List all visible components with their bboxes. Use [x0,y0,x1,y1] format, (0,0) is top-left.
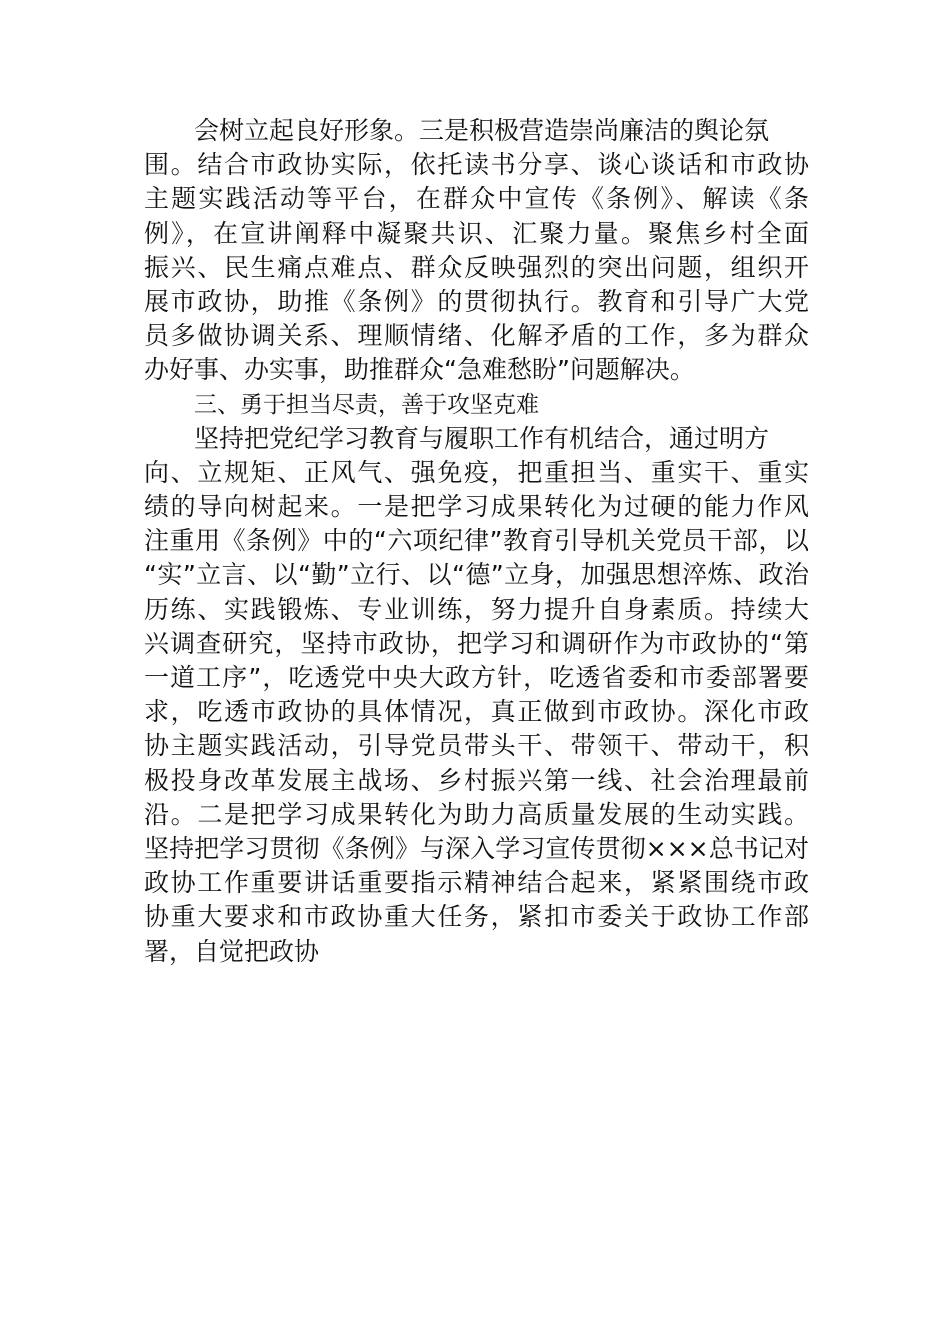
paragraph-line: 主题实践活动等平台，在群众中宣传《条例》、解读《条 [144,184,809,214]
paragraph-line: 坚持把学习贯彻《条例》与深入学习宣传贯彻×××总书记对 [144,833,809,863]
paragraph-line: 历练、实践锻炼、专业训练，努力提升自身素质。持续大 [144,594,809,624]
paragraph-line: 政协工作重要讲话重要指示精神结合起来，紧紧围绕市政 [144,868,809,898]
paragraph-line: “实”立言、以“勤”立行、以“德”立身，加强思想淬炼、政治 [144,560,809,590]
paragraph-line: 绩的导向树起来。一是把学习成果转化为过硬的能力作风 [144,492,809,522]
body-text [144,114,809,969]
paragraph-line: 员多做协调关系、理顺情绪、化解矛盾的工作，多为群众 [144,321,809,351]
paragraph-line: 坚持把党纪学习教育与履职工作有机结合，通过明方 [194,423,770,453]
section-heading: 三、勇于担当尽责，善于攻坚克难 [194,391,539,418]
paragraph-line: 沿。二是把学习成果转化为助力高质量发展的生动实践。 [144,799,809,829]
paragraph-line: 向、立规矩、正风气、强免疫，把重担当、重实干、重实 [144,457,809,487]
paragraph-line: 注重用《条例》中的“六项纪律”教育引导机关党员干部，以 [144,526,809,556]
paragraph-line: 例》，在宣讲阐释中凝聚共识、汇聚力量。聚焦乡村全面 [144,218,809,248]
paragraph-line: 会树立起良好形象。三是积极营造崇尚廉洁的舆论氛 [194,116,770,145]
paragraph-line: 展市政协，助推《条例》的贯彻执行。教育和引导广大党 [144,286,809,316]
paragraph-line: 求，吃透市政协的具体情况，真正做到市政协。深化市政 [144,697,809,727]
paragraph-line: 振兴、民生痛点难点、群众反映强烈的突出问题，组织开 [144,252,809,282]
paragraph-line: 署，自觉把政协 [144,936,320,966]
paragraph-line: 协主题实践活动，引导党员带头干、带领干、带动干，积 [144,731,809,761]
paragraph-line: 围。结合市政协实际，依托读书分享、谈心谈话和市政协 [144,150,809,180]
paragraph-line: 一道工序”，吃透党中央大政方针，吃透省委和市委部署要 [144,663,809,692]
paragraph-line: 办好事、办实事，助推群众“急难愁盼”问题解决。 [144,355,695,385]
paragraph-line: 兴调查研究，坚持市政协，把学习和调研作为市政协的“第 [144,628,809,658]
paragraph-line: 协重大要求和市政协重大任务，紧扣市委关于政协工作部 [144,902,809,932]
paragraph-line: 极投身改革发展主战场、乡村振兴第一线、社会治理最前 [144,765,809,795]
